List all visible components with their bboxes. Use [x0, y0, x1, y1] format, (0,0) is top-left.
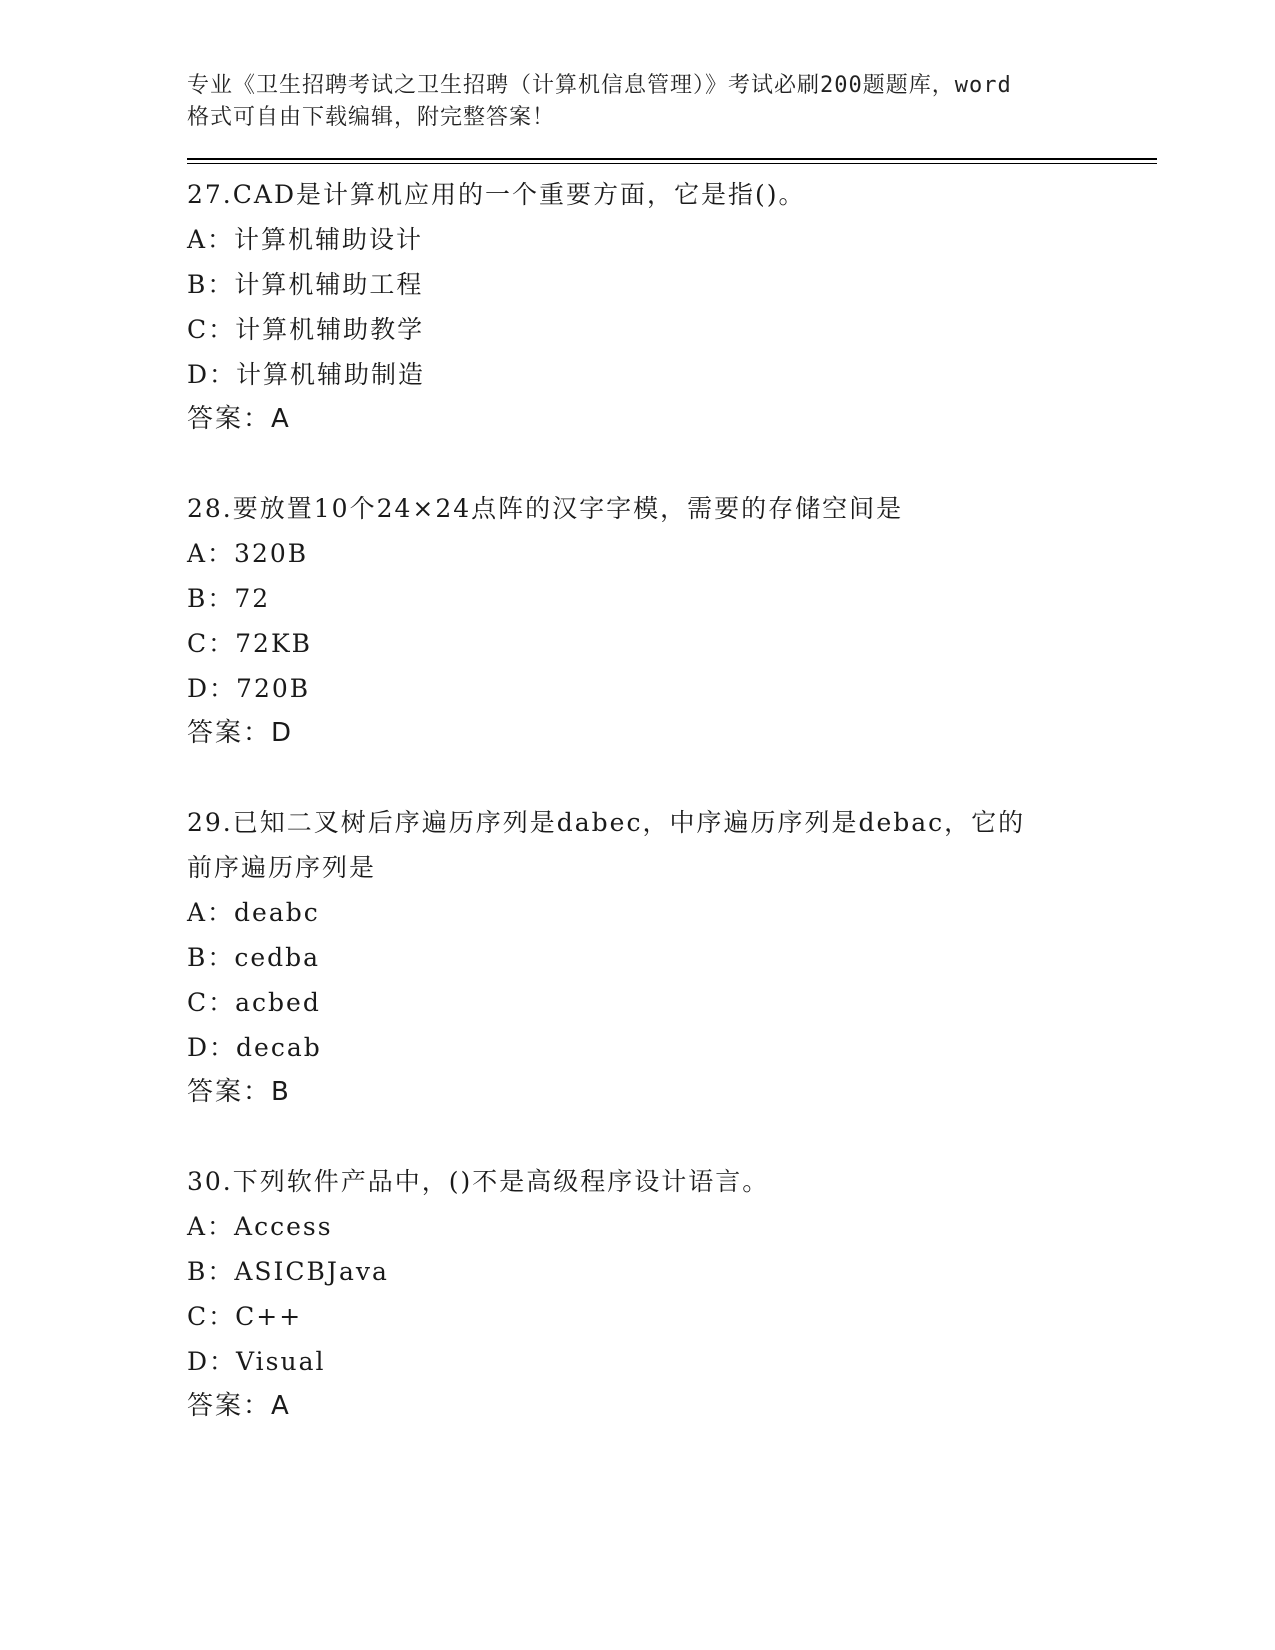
option-a: A：320B	[187, 539, 309, 568]
question-29	[187, 800, 1157, 1115]
question-stem: 29.已知二叉树后序遍历序列是dabec，中序遍历序列是debac，它的前序遍历序列是	[187, 808, 1026, 882]
option-c: C：acbed	[187, 988, 321, 1017]
document-header	[187, 70, 1157, 134]
option-d: D：计算机辅助制造	[187, 360, 426, 389]
header-line-1: 专业《卫生招聘考试之卫生招聘（计算机信息管理）》考试必刷200题题库，word	[187, 73, 1012, 98]
answer-line: 答案：A	[187, 404, 291, 434]
header-divider	[187, 158, 1157, 164]
answer-line: 答案：D	[187, 718, 294, 748]
option-b: B：cedba	[187, 943, 321, 972]
question-27	[187, 172, 1157, 442]
option-c: C：计算机辅助教学	[187, 315, 425, 344]
option-d: D：decab	[187, 1033, 322, 1062]
question-28	[187, 486, 1157, 756]
question-stem: 30.下列软件产品中，()不是高级程序设计语言。	[187, 1167, 770, 1196]
option-c: C：72KB	[187, 629, 312, 658]
header-line-2: 格式可自由下载编辑，附完整答案！	[187, 105, 556, 130]
option-a: A：Access	[187, 1212, 333, 1241]
document-page	[187, 70, 1157, 1429]
option-b: B：ASICBJava	[187, 1257, 389, 1286]
option-a: A：deabc	[187, 898, 320, 927]
option-d: D：Visual	[187, 1347, 326, 1376]
option-a: A：计算机辅助设计	[187, 225, 424, 254]
question-30	[187, 1159, 1157, 1429]
option-c: C：C++	[187, 1302, 303, 1331]
question-stem: 27.CAD是计算机应用的一个重要方面，它是指()。	[187, 180, 806, 209]
option-b: B：72	[187, 584, 271, 613]
option-b: B：计算机辅助工程	[187, 270, 424, 299]
answer-line: 答案：A	[187, 1391, 291, 1421]
answer-line: 答案：B	[187, 1077, 291, 1107]
option-d: D：720B	[187, 674, 311, 703]
question-stem: 28.要放置10个24×24点阵的汉字字模，需要的存储空间是	[187, 494, 904, 523]
